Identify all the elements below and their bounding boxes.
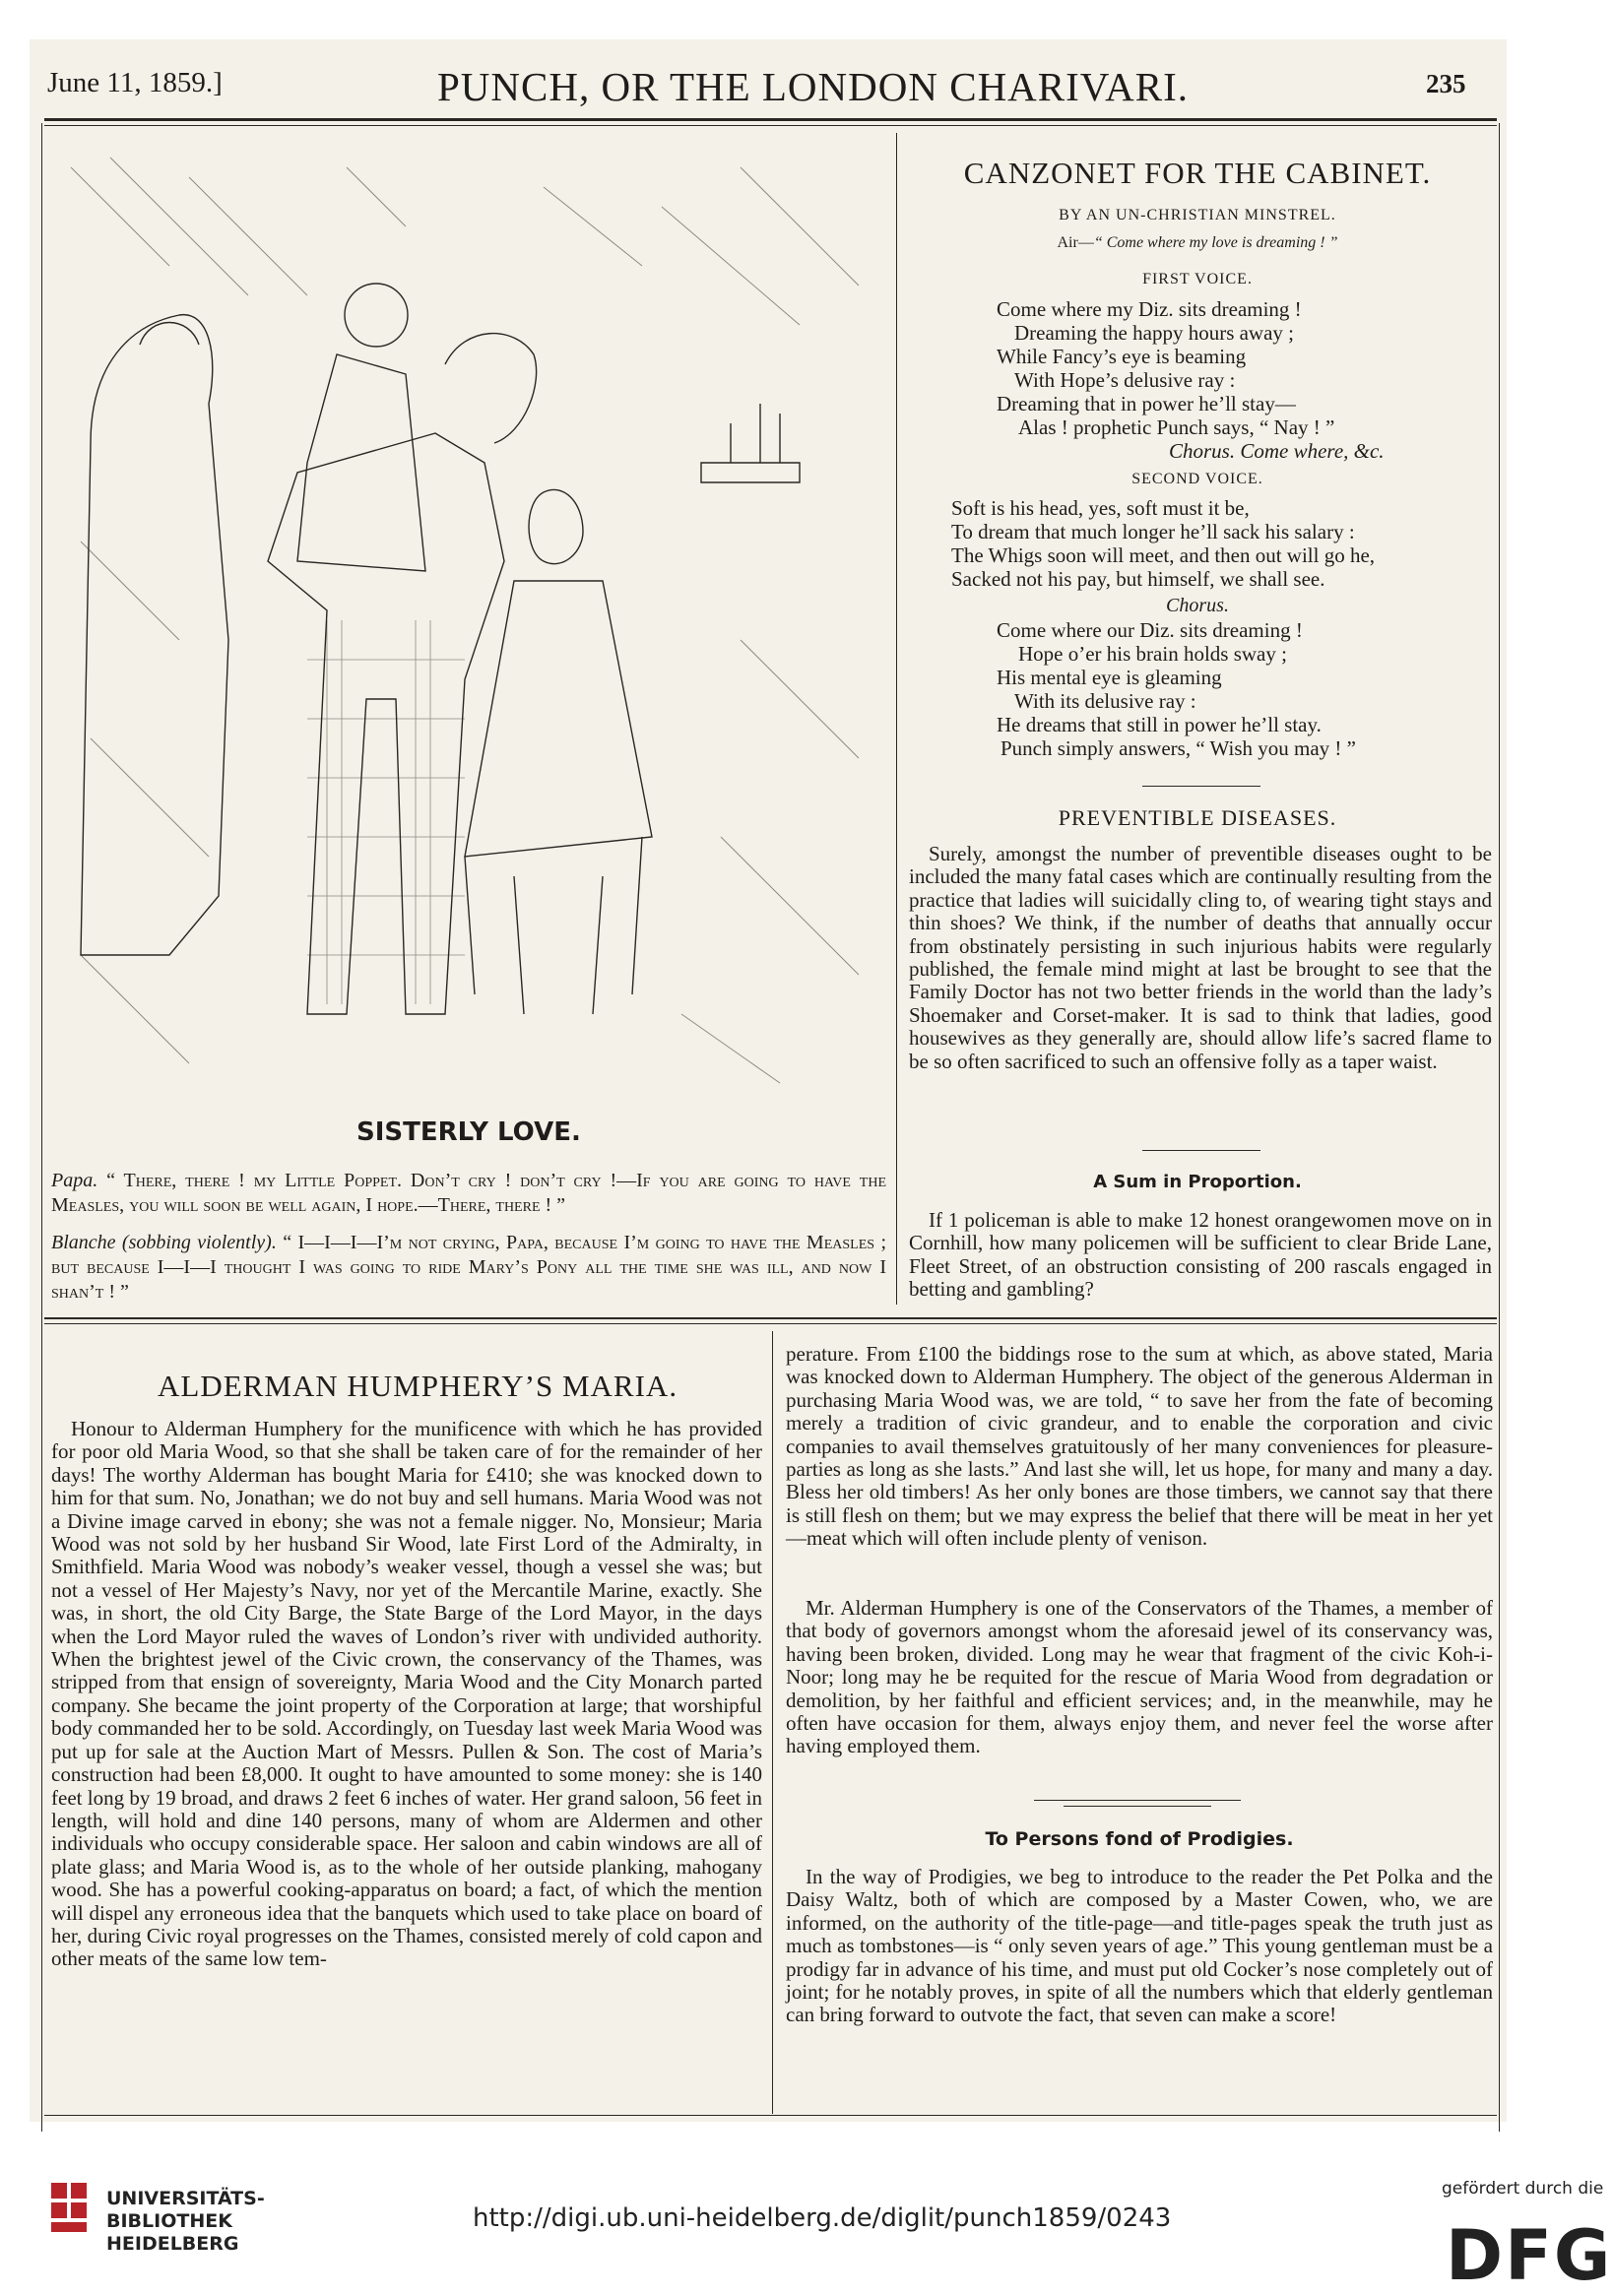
poem-line: He dreams that still in power he’ll stay. (997, 713, 1322, 736)
poem-line: Punch simply answers, “ Wish you may ! ” (1001, 736, 1356, 760)
dfg-logo: DFG (1446, 2215, 1613, 2296)
first-voice-label: FIRST VOICE. (1142, 271, 1253, 287)
poem-line: Hope o’er his brain holds sway ; (1018, 642, 1287, 666)
poem-line: Come where my Diz. sits dreaming ! (997, 297, 1302, 321)
page-number: 235 (1426, 69, 1466, 98)
blanche-line: “ I—I—I—I’m not crying, Papa, because I’m going to have the Measles ; but because I—I—I thought I was going to ride Mary’s Pony all the time she was ill, and now I shan’t ! ” (51, 1232, 886, 1303)
column-divider-top (896, 133, 897, 1305)
library-line: HEIDELBERG (106, 2233, 239, 2255)
alderman-title: ALDERMAN HUMPHERY’S MARIA. (158, 1369, 678, 1403)
section-divider (44, 1317, 1497, 1319)
issue-date: June 11, 1859.] (47, 67, 223, 98)
canzonet-byline: BY AN UN-CHRISTIAN MINSTREL. (1059, 207, 1336, 223)
right-border (1499, 123, 1500, 2132)
poem-line: Alas ! prophetic Punch says, “ Nay ! ” (1018, 415, 1335, 439)
cartoon-caption-papa (51, 1169, 886, 1218)
cartoon-title: SISTERLY LOVE. (356, 1117, 581, 1147)
poem-line: Dreaming that in power he’ll stay— (997, 392, 1296, 415)
left-border (41, 123, 42, 2132)
sum-body: If 1 policeman is able to make 12 honest orangewomen move on in Cornhill, how many policemen will be sufficient to clear Bride Lane, Fleet Street, of an obstruction consisting of 200 rascals engaged in betting and gambling? (909, 1208, 1492, 1302)
cartoon-illustration (51, 148, 886, 1091)
poem-line: Soft is his head, yes, soft must it be, (951, 496, 1250, 520)
funded-by-label: gefördert durch die (1442, 2179, 1604, 2199)
blanche-speaker: Blanche (51, 1232, 116, 1253)
poem-line: To dream that much longer he’ll sack his salary : (951, 520, 1355, 543)
university-library-logo-icon (47, 2179, 97, 2248)
second-voice-stanza (951, 496, 1375, 591)
prodigies-title: To Persons fond of Prodigies. (985, 1828, 1294, 1850)
preventible-body: Surely, amongst the number of preventible diseases ought to be included the many fatal cases which are continually resulting from the practice that ladies will suicidally cling to, of wearing tight stays and thin shoes? We think, if the number of deaths that annually occur from obstinately persisting in such injurious habits were regularly published, the female mind might at last be brought to see that the Family Doctor has not two better friends in the world than the lady’s Shoemaker and Corset-maker. It is sad to think that ladies, good housewives as they generally are, should allow life’s sacred flame to be so often sacrificed to such an offensive folly as a taper waist. (909, 842, 1492, 1073)
column-divider-bottom (772, 1331, 773, 2114)
section-rule-thin (1064, 1806, 1211, 1807)
canzonet-air (902, 234, 1493, 252)
chorus-stanza (997, 618, 1356, 760)
sum-title: A Sum in Proportion. (1093, 1172, 1302, 1192)
library-name (106, 2188, 265, 2256)
poem-line: The Whigs soon will meet, and then out will go he, (951, 543, 1376, 567)
section-rule (1142, 786, 1260, 787)
poem-line: With its delusive ray : (1014, 689, 1196, 713)
first-voice-stanza (997, 297, 1385, 463)
blanche-stage: (sobbing violently). (121, 1232, 277, 1253)
preventible-title: PREVENTIBLE DISEASES. (1058, 805, 1337, 830)
alderman-body-left: Honour to Alderman Humphery for the munificence with which he has provided for poor old Maria Wood, so that she shall be taken care of for the remainder of her days! The worthy Alderman has bought Maria for £410; she was knocked down to him for that sum. No, Jonathan; we do not buy and sell humans. Maria Wood was not a Divine image carved in ebony; she was not a female nigger. No, Monsieur; Maria Wood was not sold by her husband Sir Wood, late First Lord of the Admiralty, in Smithfield. Maria Wood was nobody’s weaker vessel, though a vessel she was; but not a vessel of Her Majesty’s Navy, nor yet of the Mercantile Marine, exactly. She was, in short, the old City Barge, the State Barge of the Lord Mayor, in the days when the Lord Mayor ruled the waves of London’s river with undivided authority. When the brightest jewel of the Civic crown, the conservancy of the Thames, was stripped from that ensign of sovereignty, Maria Wood and the City Monarch parted company. She became the joint property of the Corporation at large; that worshipful body commanded her to be sold. Accordingly, on Tuesday last week Maria Wood was put up for sale at the Auction Mart of Messrs. Pullen & Son. The cost of Maria’s construction had been £8,000. It ought to have amounted to some money: she is 140 feet long by 19 broad, and draws 2 feet 6 inches of water. Her grand saloon, 56 feet in length, will hold and dine 140 persons, many of whom are Aldermen and other individuals who occupy considerable space. Her saloon and cabin windows are all of plate glass; and Maria Wood is, as to the whole of her outside planking, mahogany wood. She has a powerful cooking-apparatus on board; a fact, of which the mention will dispel any erroneous idea that the banquets which used to take place on board of her, during Civic royal progresses on the Thames, consisted merely of cold capon and other meats of the same low tem- (51, 1417, 762, 1971)
header-rule-thin (44, 125, 1497, 126)
poem-line: Dreaming the happy hours away ; (1014, 321, 1295, 345)
canzonet-title: CANZONET FOR THE CABINET. (963, 156, 1432, 190)
page-bottom-rule (44, 2115, 1497, 2116)
library-line: BIBLIOTHEK (106, 2210, 232, 2232)
alderman-body-right-1: perature. From £100 the biddings rose to the sum at which, as above stated, Maria was knocked down to Alderman Humphery. The object of the generous Alderman in purchasing Maria Wood was, we are told, “ to save her from the fate of becoming merely a tradition of civic grandeur, and to enable the corporation and civic companies to avail themselves gratuitously of her many conveniences for pleasure-parties as long as she lasts.” And last she will, let us hope, for many and many a day. Bless her old timbers! As her only bones are those timbers, we cannot say that there is still flesh on them; but we may express the belief that there will be meat in her yet—meat which will often include plenty of venison. (786, 1342, 1493, 1551)
poem-line: While Fancy’s eye is beaming (997, 345, 1247, 368)
cartoon-caption-blanche (51, 1231, 886, 1305)
poem-line: Sacked not his pay, but himself, we shall see. (951, 567, 1325, 591)
library-line: UNIVERSITÄTS- (106, 2188, 265, 2209)
source-url-link[interactable]: http://digi.ub.uni-heidelberg.de/diglit/punch1859/0243 (473, 2203, 1172, 2233)
poem-line: His mental eye is gleaming (997, 666, 1222, 689)
poem-line: Come where our Diz. sits dreaming ! (997, 618, 1303, 642)
publication-title: PUNCH, OR THE LONDON CHARIVARI. (437, 64, 1189, 109)
section-divider-thin (44, 1323, 1497, 1324)
chorus-label: Chorus. (1166, 595, 1229, 616)
second-voice-label: SECOND VOICE. (1131, 471, 1263, 487)
papa-speaker: Papa. (51, 1170, 98, 1191)
header-rule (44, 118, 1497, 121)
alderman-body-right-2: Mr. Alderman Humphery is one of the Conservators of the Thames, a member of that body of governors amongst whom the aforesaid jewel of its conservancy was, having been broken, divided. Long may he wear that fragment of the civic Koh-i-Noor; long may he be requited for the rescue of Maria Wood from degradation or demolition, by her faithful and efficient services; and, in the meanwhile, may he often have occasion for them, always enjoy them, and never feel the worse after having employed them. (786, 1596, 1493, 1758)
air-label: Air— (1057, 234, 1094, 251)
section-rule (1142, 1150, 1260, 1151)
prodigies-body: In the way of Prodigies, we beg to introduce to the reader the Pet Polka and the Daisy Waltz, both of which are composed by a Master Cowen, who, we are informed, on the authority of the title-page—and title-pages speak the truth just as much as tombstones—is “ only seven years of age.” This young gentleman must be a prodigy far in advance of his time, and must put old Cocker’s nose completely out of joint; for he notably proves, in spite of all the numbers which that elderly gentleman can bring forward to outvote the fact, that seven can make a score! (786, 1865, 1493, 2027)
poem-line: Chorus. Come where, &c. (1169, 439, 1385, 463)
poem-line: With Hope’s delusive ray : (1014, 368, 1236, 392)
air-text: “ Come where my love is dreaming ! ” (1093, 234, 1338, 251)
section-rule (1034, 1800, 1241, 1801)
papa-line: “ There, there ! my Little Poppet. Don’t cry ! don’t cry !—If you are going to have the Measles, you will soon be well again, I hope.—There, there ! ” (51, 1170, 887, 1216)
